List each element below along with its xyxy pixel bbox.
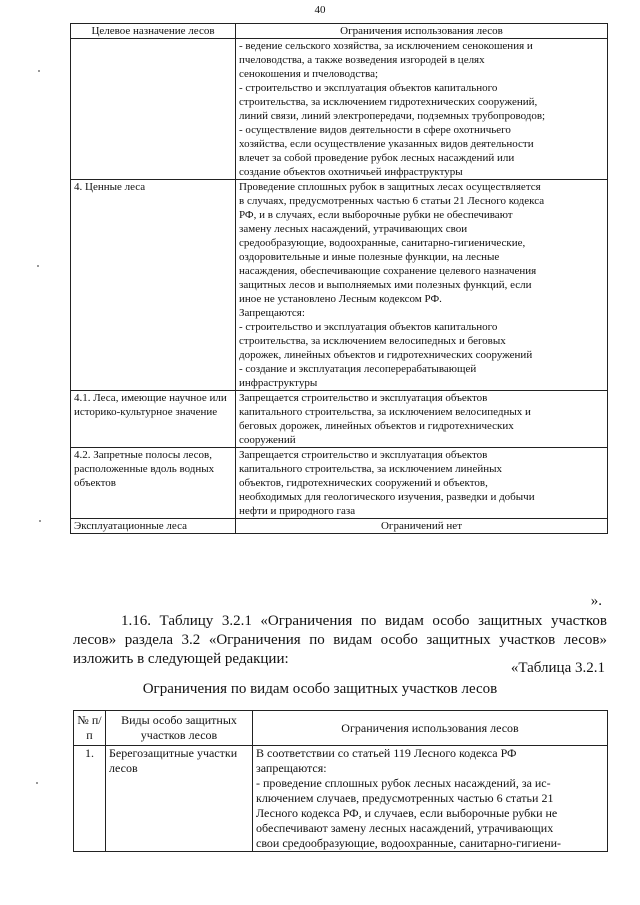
table-row <box>71 448 608 519</box>
text-line: инфраструктуры <box>239 377 318 389</box>
text-line: средообразующие, водоохранные, санитарно-гигиенические, <box>239 237 526 249</box>
text-line: нефти и природного газа <box>239 505 356 517</box>
text-line: ключением случаев, предусмотренных частью 6 статьи 21 <box>256 791 554 805</box>
text-line: Ограничений нет <box>380 520 462 532</box>
header-number: № п/п <box>74 711 106 746</box>
text-line: в случаях, предусмотренных частью 6 статьи 21 Лесного кодекса <box>239 195 545 207</box>
table-row <box>74 746 608 852</box>
scan-speck <box>37 265 39 267</box>
text-line: объектов, гидротехнических сооружений и объектов, <box>239 477 488 489</box>
table-row <box>71 391 608 448</box>
text-line: капитального строительства, за исключением линейных <box>239 463 502 475</box>
text-line: Проведение сплошных рубок в защитных лесах осуществляется <box>239 181 541 193</box>
scan-speck <box>39 520 41 522</box>
text-line: хозяйства, если осуществление указанных видов деятельности <box>239 138 534 150</box>
text-line: сенокошения и пчеловодства; <box>239 68 379 80</box>
text-line: защитных лесов и выполняемых ими полезных функций, если <box>239 279 532 291</box>
purpose-cell: 4.2. Запретные полосы лесов, расположенные вдоль водных объектов <box>71 448 236 519</box>
text-line: дорожек, линейных объектов и гидротехнических сооружений <box>239 349 533 361</box>
text-line: пчеловодства, а также возведения изгородей в целях <box>239 54 485 66</box>
text-line: иное не установлено Лесным кодексом РФ. <box>239 293 442 305</box>
header-restrictions: Ограничения использования лесов <box>236 24 608 39</box>
text-line: - строительство и эксплуатация объектов капитального <box>239 321 498 333</box>
text-line: - проведение сплошных рубок лесных насаждений, за ис- <box>256 776 551 790</box>
restrictions-cell <box>236 180 608 391</box>
text-line: оздоровительные и иные полезные функции, на лесные <box>239 251 500 263</box>
text-line: строительства, за исключением гидротехнических сооружений, <box>239 96 538 108</box>
purpose-cell: 4.1. Леса, имеющие научное или историко-культурное значение <box>71 391 236 448</box>
restrictions-cell <box>236 519 608 534</box>
text-line: - строительство и эксплуатация объектов капитального <box>239 82 498 94</box>
amendment-paragraph: 1.16. Таблицу 3.2.1 «Ограничения по видам особо защитных участков лесов» раздела 3.2 «Ограничения по видам особо защитных участков лесов» изложить в следующей редакции: <box>73 613 607 667</box>
text-line: В соответствии со статьей 119 Лесного кодекса РФ <box>256 746 517 760</box>
row-number: 1. <box>74 746 106 852</box>
text-line: линий связи, линий электропередачи, подземных трубопроводов; <box>239 110 546 122</box>
text-line: Запрещается строительство и эксплуатация объектов <box>239 449 488 461</box>
text-line: необходимых для геологического изучения, разведки и добычи <box>239 491 535 503</box>
text-line: капитального строительства, за исключением велосипедных и <box>239 406 531 418</box>
text-line: создание объектов охотничьей инфраструктуры <box>239 166 463 178</box>
plot-type-cell: Берегозащитные участки лесов <box>106 746 253 852</box>
table-header-row <box>74 711 608 746</box>
text-line: замену лесных насаждений, утрачивающих свои <box>239 223 468 235</box>
text-line: строительства, за исключением велосипедных и беговых <box>239 335 506 347</box>
text-line: беговых дорожек, линейных объектов и гидротехнических <box>239 420 514 432</box>
restrictions-cell <box>236 39 608 180</box>
table-title: Ограничения по видам особо защитных участков лесов <box>142 681 498 697</box>
scan-speck <box>38 70 40 72</box>
page-number: 40 <box>314 4 326 16</box>
text-line: Запрещается строительство и эксплуатация объектов <box>239 392 488 404</box>
text-line: РФ, и в случаях, если выборочные рубки не обеспечивают <box>239 209 513 221</box>
text-line: обеспечивают замену лесных насаждений, утрачивающих <box>256 821 554 835</box>
text-line: - создание и эксплуатация лесоперерабатывающей <box>239 363 477 375</box>
restrictions-cell <box>236 448 608 519</box>
header-plot-types: Виды особо защитных участков лесов <box>106 711 253 746</box>
closing-quote: ». <box>590 593 602 609</box>
table-row <box>71 519 608 534</box>
header-purpose: Целевое назначение лесов <box>71 24 236 39</box>
purpose-cell: 4. Ценные леса <box>71 180 236 391</box>
header-restrictions: Ограничения использования лесов <box>253 711 608 746</box>
purpose-cell: Эксплуатационные леса <box>71 519 236 534</box>
restrictions-cell <box>236 391 608 448</box>
text-line: насаждения, обеспечивающие сохранение целевого назначения <box>239 265 537 277</box>
text-line: - ведение сельского хозяйства, за исключением сенокошения и <box>239 40 533 52</box>
table-row <box>71 180 608 391</box>
text-line: влечет за собой проведение рубок лесных насаждений или <box>239 152 515 164</box>
text-line: - осуществление видов деятельности в сфере охотничьего <box>239 124 511 136</box>
scan-speck <box>36 782 38 784</box>
text-line: Запрещаются: <box>239 307 305 319</box>
table-row <box>71 39 608 180</box>
text-line: запрещаются: <box>256 761 327 775</box>
forest-purpose-table <box>70 23 608 534</box>
text-line: сооружений <box>239 434 296 446</box>
restrictions-cell <box>253 746 608 852</box>
text-line: Лесного кодекса РФ, и случаев, если выборочные рубки не <box>256 806 558 820</box>
table-number-label: «Таблица 3.2.1 <box>510 660 605 676</box>
protected-plots-table <box>73 710 608 852</box>
table-header-row <box>71 24 608 39</box>
purpose-cell <box>71 39 236 180</box>
text-line: свои средообразующие, водоохранные, санитарно-гигиени- <box>256 836 562 850</box>
